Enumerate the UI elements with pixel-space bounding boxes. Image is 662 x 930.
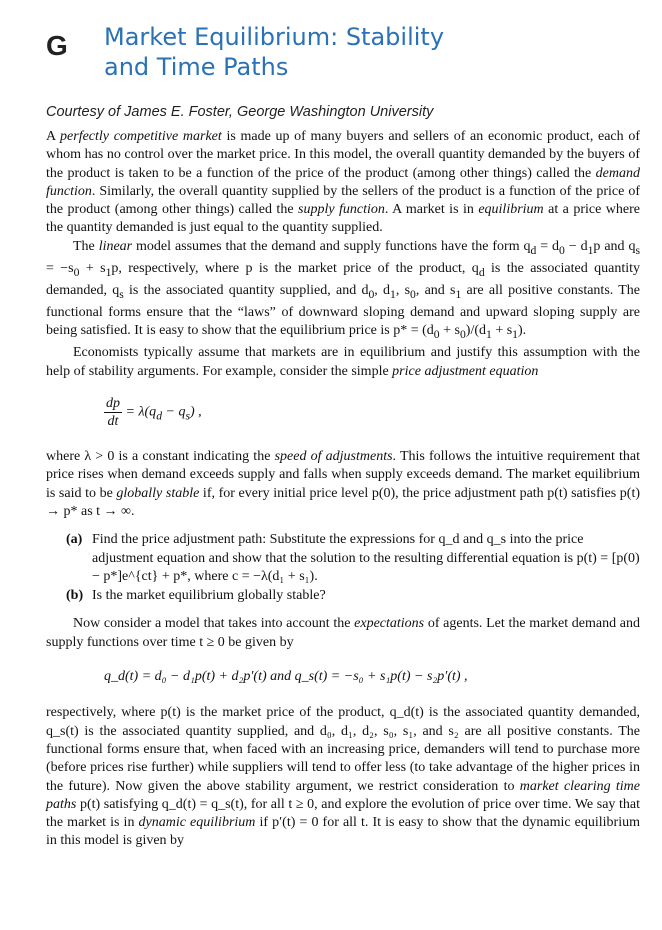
paragraph-4: where λ > 0 is a constant indicating the speed of adjustments. This follows the intuitive requirement that price rises when demand exceeds supply and falls when supply exceeds demand. The market equilibrium is said to be globally stable if, for every initial price level p(0), the price adjustment path p(t) satisfies p(t) → p* as t → ∞. xyxy=(46,449,641,519)
document-body xyxy=(46,128,640,851)
exercise-item-a: (a) Find the price adjustment path: Substitute the expressions for q_d and q_s into the price adjustment equation and show that the solution to the resulting differential equation is p(t) = [p(0) − p*]e^{ct} + p*, where c = −λ(d₁ + s₁). xyxy=(66,532,640,584)
paragraph-3: Economists typically assume that markets are in equilibrium and justify this assumption with the help of stability arguments. For example, consider the simple price adjustment equation xyxy=(46,345,640,379)
page-title: Market Equilibrium: Stability and Time Paths xyxy=(104,23,445,81)
exercise-item-b: (b) Is the market equilibrium globally stable? xyxy=(66,588,326,604)
courtesy-line: Courtesy of James E. Foster, George Washington University xyxy=(46,104,434,120)
demand-supply-equations: q_d(t) = d₀ − d₁p(t) + d₂p′(t) and q_s(t) = −s₀ + s₁p(t) − s₂p′(t) , xyxy=(104,669,468,685)
paragraph-6: respectively, where p(t) is the market price of the product, q_d(t) is the associated quantity demanded, q_s(t) is the associated quantity supplied, and d₀, d₁, d₂, s₀, s₁, and s₂ are all positive constants. The functional forms ensure that, when faced with an increasing price, demanders will tend to purchase more (before prices rise further) while suppliers will tend to offer less (to take advantage of the higher prices in the future). Now given the above stability argument, we restrict consideration to market clearing time paths p(t) satisfying q_d(t) = q_s(t), for all t ≥ 0, and explore the evolution of price over time. We say that the market is in dynamic equilibrium if p′(t) = 0 for all t. It is easy to show that the dynamic equilibrium in this model is given by xyxy=(46,705,640,849)
paragraph-5: Now consider a model that takes into account the expectations of agents. Let the market demand and supply functions over time t ≥ 0 be given by xyxy=(46,616,640,650)
paragraph-1: A perfectly competitive market is made up of many buyers and sellers of an economic product, each of whom has no control over the market price. In this model, the overall quantity demanded by the buyers of the product is taken to be a function of the price of the product (among other things) called the demand function. Similarly, the overall quantity supplied by the sellers of the product is a function of the price of the product (among other things) called the supply function. A market is in equilibrium at a price where the quantity demanded is just equal to the quantity supplied. xyxy=(46,129,640,236)
price-adjustment-equation: $\frac{dp}{dt}$ = $\lambda(q_d - q_s)$ , xyxy=(106,396,202,430)
exercise-list xyxy=(66,531,640,605)
paragraph-2: The linear model assumes that the demand and supply functions have the form $q_d = d_0 - d_1p$ and $q_s = -s_0 + s_1p$, respectively, where p is the market price of the product, $q_d$ is the associated quantity demanded, $q_s$ is the associated quantity supplied, and $d_0$, $d_1$, $s_0$, and $s_1$ are all positive constants. The functional forms ensure that the “laws” of downward sloping demand and upward sloping supply are being satisfied. It is easy to show that the equilibrium price is $p* = (d_0 + s_0)/(d_1 + s_1)$. xyxy=(46,238,641,342)
appendix-letter: G xyxy=(46,30,68,61)
